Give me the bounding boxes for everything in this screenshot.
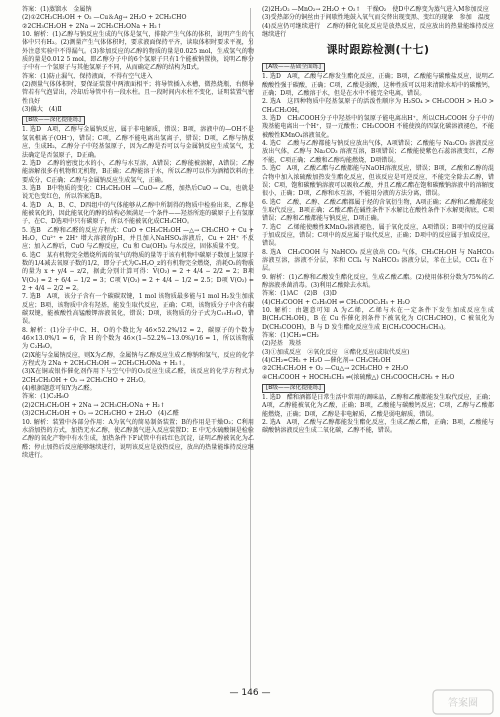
- text-line: (3)2CH₃CH₂OH + O₂ → 2CH₃CHO + 2H₂O (4)乙醛: [22, 410, 179, 418]
- text-line: (4)反应仍可继续进行 乙醇的催化氧化反应是放热反应，反应放出的热量能维持反应继续进行: [262, 22, 494, 39]
- svg-text:答案圈: 答案圈: [448, 698, 478, 709]
- text-line: 答案：(1)防止漏气、保持液面，不得有空气进入: [22, 72, 153, 80]
- text-line: ②2CH₃CH₂OH + 2Na → 2CH₃CH₂ONa + H₂↑: [22, 22, 162, 30]
- section-header-b: [B级——深化提能练]: [262, 384, 325, 393]
- text-line: (3)受热部分的铜丝由于间歇性地鼓入氧气而交替出现变黑、变红的现象 参加 温度: [262, 14, 491, 22]
- watermark-logo: [432, 689, 494, 715]
- text-line: 3. 选B B中物质的变化：CH₃CH₂OH —CuO→ 乙醛，加热后CuO → Cu，也就是说无色变红色，所以答案选B。: [22, 184, 254, 201]
- text-line: ②2CH₃CH₂OH + O₂ —Cu△→ 2CH₃CHO + 2H₂O: [262, 365, 409, 373]
- text-line: 答案：(1)C₂H₆O: [22, 393, 69, 401]
- text-line: 6. 选C 某有机物完全燃烧所需的氧气的物质的量等于该有机物中碳原子数加上氢原子数的1/4减去氧原子数的1/2，即分子式为CₓHᵧO_z的有机物完全燃烧，消耗O₂的物质的量为 x + y/4 − z/2，据此分别计算可得：V(O₂) = 2 + 4/4 − 2/2 = 2；B项 V(O₂) = 2 + 6/4 − 1/2 = 3；C项 V(O₂) = 2 + 4/4 − 1/2 = 2.5；D项 V(O₂) = 2 + 4/4 − 2/2 = 2。: [22, 251, 254, 292]
- text-line: 1. 选D 醋和酒都是日常生活中常用的调味品，乙醇和乙酸都能发生取代反应，正确；A项，乙醇能被氧化为乙酸，正确；B项，乙酸能与碳酸钙反应；C项，乙醇与乙酸都能燃烧，正确；D项，乙醇是非电解质，乙酸是弱电解质，错误。: [262, 394, 495, 418]
- text-line: 4. 选D A、B、C、D四组中的气体能够从乙醇中所制得的物质中检验出来，乙醇是能被氧化的，因此能氧化的醇的结构必须满足一个条件——羟基所连的碳原子上有氢原子，在C、D选项中只有碳原子，所以不能被氧化成CH₃CHO。: [22, 201, 254, 226]
- text-line: 2. 选A 这四种物质中羟基氢原子的活泼性顺序为 H₂SO₄ > CH₃COOH > H₂O > CH₃CH₂OH。: [262, 98, 494, 114]
- text-line: 答案：(1)CH₂=CH₂: [262, 332, 319, 340]
- text-line: (2)①2CH₃CH₂OH + O₂ —Cu＆Ag→ 2H₂O + 2CH₃CHO: [22, 14, 187, 22]
- text-line: (2)2CH₃CH₂OH + 2Na → 2CH₃CH₂ONa + H₂↑: [22, 401, 165, 409]
- text-line: 5. 选C A项，乙酸乙酯与乙酸都能与NaOH溶液反应，错误；B项，乙酸和乙醇的混合物中加入浓硫酸加热发生酯化反应，但该反应是可逆反应，不能完全除去乙醇，错误；C项，饱和碳酸钠溶液可以吸收乙酸，并且乙酸乙酯在饱和碳酸钠溶液中的溶解度很小，正确；D项，乙醇和水互溶，不能用分液的方法分离，错误。: [262, 165, 494, 198]
- text-line: 3. 选D CH₃COOH分子中羟基中的氢原子能电离出H⁺，所以CH₃COOH 分子中的羧基能电离出一个H⁺，显一元酸性；CH₃COOH 不能使溴的四氯化碳溶液褪色，不能被酸性KMnO₄溶液氧化。: [262, 115, 494, 139]
- text-line: 8. 选A CH₃COOH 与 NaHCO₃ 反应放出 CO₂ 气体，CH₃CH₂OH 与 NaHCO₃ 溶液互溶，溶液不分层，苯和 CCl₄ 与 NaHCO₃ 溶液分层，苯在上层，CCl₄ 在下层。: [262, 248, 494, 273]
- section-header-a: [A级——基础全面练]: [262, 63, 325, 72]
- text-line: 2. 选A A项，乙酸与乙醇都能发生酯化反应，生成乙酸乙酯，正确；B项，乙酸能与碳酸钠溶液反应生成二氧化碳，乙醇不能，错误。: [262, 419, 494, 435]
- text-line: (4)CH₂=CH₂ + H₂O —催化剂→ CH₃CH₂OH: [262, 357, 391, 365]
- text-line: (2)测量气体体积时，要保证装置中两液面相平；将导管插入水槽，微热烧瓶，右侧导管若有气泡冒出，冷却后导管中有一段水柱。且一段时间内水柱不变化，证明装置气密性良好: [22, 81, 254, 105]
- right-column: [262, 6, 494, 436]
- text-line: (2)2H₂O₂ —MnO₂→ 2H₂O + O₂↑ 干燥O₂ 使D中乙醇变为蒸气进入M参加反应: [262, 6, 489, 13]
- text-line: (4)CH₃COOH + C₂H₅OH ⇌ CH₃COOC₂H₅ + H₂O: [262, 298, 410, 306]
- text-line: 10. 解析：由题意可知 A 为乙烯，乙烯与水在一定条件下发生加成反应生成 B(CH₃CH₂OH)，B 在 Cu 作催化剂条件下被氧化为 C(CH₃CHO)，C 被氧化为 D(CH₃COOH)，B 与 D 发生酯化反应生成 E(CH₃COOCH₂CH₃)。: [262, 307, 494, 331]
- section-header-b: [B级——深化提能练]: [22, 116, 85, 125]
- text-line: (2)X能与金属钠反应，则X为乙醇，金属钠与乙醇反应生成乙醇钠和氢气，反应的化学方程式为 2Na + 2CH₃CH₂OH → 2CH₃CH₂ONa + H₂↑。: [22, 351, 254, 368]
- text-line: 7. 选C 乙烯能使酸性KMnO₄溶液褪色，属于氧化反应，A项错误；B项中的反应属于加成反应，错误；C项中的反应属于取代反应，正确；D项中的反应属于加成反应，错误。: [262, 223, 494, 248]
- text-line: (2)羟基 羧基: [262, 340, 302, 348]
- text-line: 9. 解析：(1)乙醇和乙酸发生酯化反应，生成乙酸乙酯。(2)使用体积分数为75%的乙醇溶液杀菌消毒。(3)利用乙酸除去水垢。: [262, 273, 494, 289]
- text-line: 1. 选D A项，乙醇与金属钠反应，属于非电解质，错误；B项，溶液中的—OH不是氢氧根离子(OH⁻)，错误；C项，乙醇不能电离出氢离子，错误；D项，乙醇与钠反应，生成H₂，乙醇分子中羟基氢原子，因为乙醇是否可以与金属钠反应生成氢气，无法确定是否氢原子，D正确。: [22, 126, 254, 159]
- text-line: 2. 选D 乙醇的密度比水的小，乙醇与水互溶，A错误；乙醇能被溶解，A错误；乙醇能溶解很多有机物和无机物，B正确；乙醇能溶于水，所以乙醇可以作为酒精饮料的主要成分，C正确；乙醇与金属钠反应生成氢气，正确。: [22, 159, 254, 184]
- text-line: 10. 解析：(1)乙醇与钠反应生成的气体是氢气，排除产生气体的体积，说明产生的气体中只有H₂。(2)测量产生气体体积时，要求液面保持平齐，读取体积时要求平视，另外注意实验中不得漏气。(3)参加反应的乙醇的物质的量是0.025 mol，生成氢气的物质的量是0.012 5 mol，即乙醇分子中的6个氢原子只有1个能被钠置换，说明乙醇分子中有一个氢原子与其他氢原子不同，从而确定乙醇的结构为Ⅱ式。: [22, 31, 254, 72]
- text-line: (3)偏大 (4)Ⅱ: [22, 106, 62, 114]
- text-line: (3)①加成反应 ②氧化反应 ④酯化反应(或取代反应): [262, 348, 410, 356]
- text-line: 答案：(1)AC (2)B (3)D: [262, 290, 337, 298]
- text-line: 答案：(1)蒸馏水 金属钠: [22, 6, 92, 13]
- left-column: [22, 6, 254, 460]
- text-line: (4)根据题意可知Y为乙醛。: [22, 385, 96, 393]
- text-line: ④CH₃COOH + HOCH₂CH₃ ⇌(浓硫酸△) CH₃COOCH₂CH₃ + H₂O: [262, 373, 455, 381]
- text-line: 5. 选B 乙醇和乙醛的反应方程式：CuO + CH₃CH₂OH —△→ CH₃CHO + Cu + H₂O，Cu²⁺ + 2H⁺ 增大溶液的pH，并且加入NaHSO₄溶液后，Cu + 2H⁺ 不反应；加入乙醇后，CuO 与乙醇反应，Cu 和 Cu(OH)₂ 与水反应，固体质量不变。: [22, 226, 254, 251]
- text-line: (3)X在铜或银作催化剂作用下与空气中的O₂反应生成乙醛，该反应的化学方程式为 2CH₃CH₂OH + O₂ → 2CH₃CHO + 2H₂O。: [22, 368, 254, 384]
- text-line: 1. 选D A项，乙酸与乙醇发生酯化反应，正确；B项，乙酸能与碳酸盐反应，说明乙酸酸性强于碳酸，正确；C项，乙酸是弱酸，这种性质可以用来清除水垢中的碳酸钙，正确；D项，乙酸溶于水，但是在水中不能完全电离，错误。: [262, 73, 494, 98]
- page-number: — 146 —: [229, 688, 271, 698]
- text-line: 7. 选B A项，该分子含有一个碳碳双键，1 mol 该物质最多能与1 mol H₂发生加成反应；B项，该物质中含有羟基，能发生取代反应，正确；C项，该物质分子中含有碳碳双键，能被酸性高锰酸钾溶液氧化，错误；D项，该物质的分子式为C₁₀H₁₈O，错误。: [22, 293, 254, 326]
- text-line: 4. 选C 乙酸与乙醇都能与钠反应放出气体，A项错误；乙酸能与 Na₂CO₃ 溶液反应放出气体，乙醇与 Na₂CO₃ 溶液互溶，B项错误；乙酸能使紫色石蕊溶液变红，乙醇不能，C项正确；乙酸和乙醇均能燃烧，D项错误。: [262, 140, 494, 164]
- text-line: 10. 解析：装置中各部分作用：A为氧气的简易制备装置；B的作用是干燥O₂；C利用水浴加热的方式，加热无水乙醇，使乙醇蒸气进入反应装置D；E 中无水硫酸铜是检验乙醇的氧化产物中有水生成，加热条件下F试管中有砖红色沉淀，证明乙醇被氧化为乙醛；停止加热后反应能够继续进行，说明该反应是放热反应，放出的热量能维持反应继续进行。: [22, 418, 254, 459]
- text-line: 6. 选C 乙酸、乙醇、乙酸乙酯都属于烃的含氧衍生物，A项正确；乙醇和乙酸都能发生取代反应，B项正确；乙酸乙酯在碱性条件下水解比在酸性条件下水解更彻底，C项错误；乙醇和乙酸都能与钠反应，D项正确。: [262, 198, 494, 223]
- section-title: 课时跟踪检测(十七): [326, 43, 430, 57]
- text-line: 8. 解析：(1)分子中C、H、O的个数比为 46×52.2%/12 = 2，碳原子的个数为 46×13.0%/1 = 6，含 H 的个数为 46×(1−52.2%−13.0%)/16 = 1，所以该物质为 C₂H₆O。: [22, 326, 254, 351]
